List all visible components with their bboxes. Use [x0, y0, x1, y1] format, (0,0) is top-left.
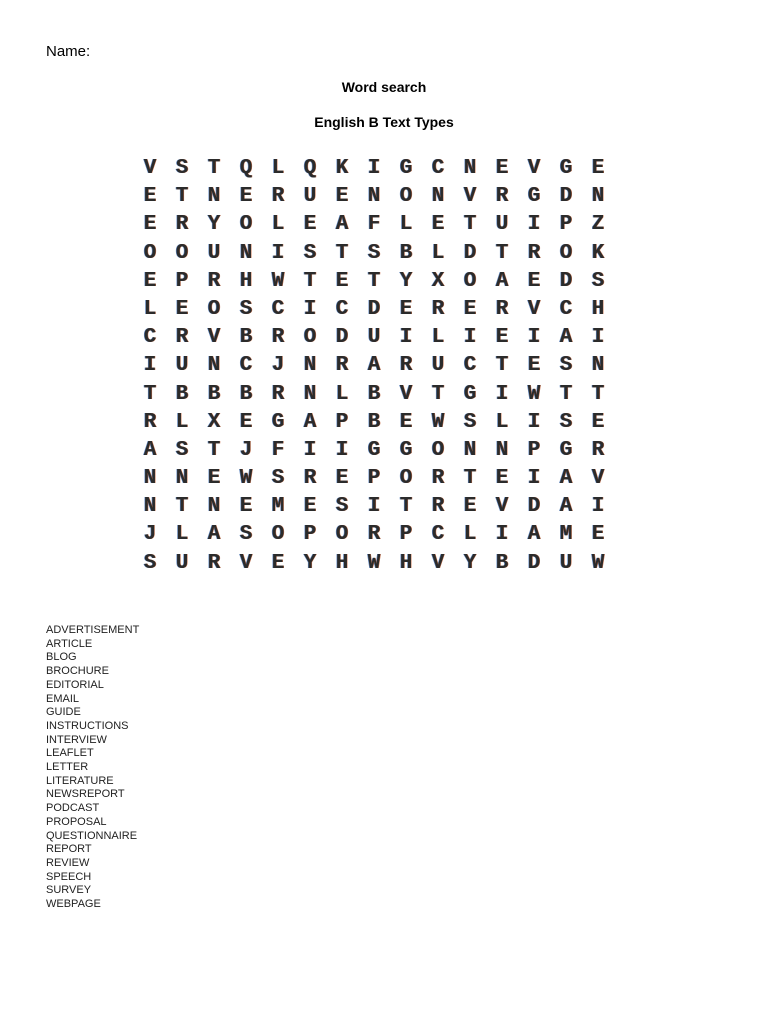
- grid-cell: O: [303, 326, 317, 350]
- grid-cell: L: [175, 410, 189, 434]
- grid-cell: N: [463, 157, 477, 180]
- grid-cell: U: [431, 354, 445, 378]
- grid-cell: U: [367, 326, 381, 350]
- grid-cell: E: [495, 326, 509, 350]
- grid-cell: V: [239, 551, 253, 575]
- grid-cell: R: [335, 354, 349, 378]
- grid-cell: N: [207, 495, 221, 519]
- grid-cell: A: [559, 467, 573, 491]
- page-subtitle: English B Text Types: [314, 114, 454, 130]
- grid-cell: I: [335, 438, 349, 462]
- grid-cell: T: [207, 438, 221, 462]
- grid-cell: N: [207, 354, 221, 378]
- grid-cell: W: [271, 269, 285, 293]
- grid-cell: E: [335, 185, 349, 209]
- grid-cell: N: [303, 354, 317, 378]
- grid-cell: E: [527, 269, 541, 293]
- grid-cell: A: [527, 523, 541, 547]
- grid-cell: E: [495, 157, 509, 180]
- word-list-item: INSTRUCTIONS: [46, 719, 129, 732]
- grid-cell: T: [559, 382, 573, 406]
- grid-cell: C: [271, 297, 285, 321]
- word-list-item: PROPOSAL: [46, 815, 107, 828]
- grid-cell: L: [335, 382, 349, 406]
- grid-cell: E: [495, 467, 509, 491]
- grid-cell: A: [303, 410, 317, 434]
- grid-cell: P: [175, 269, 189, 293]
- grid-cell: O: [399, 467, 413, 491]
- grid-cell: O: [207, 297, 221, 321]
- grid-cell: R: [527, 241, 541, 265]
- grid-cell: V: [431, 551, 445, 575]
- grid-cell: S: [367, 241, 381, 265]
- grid-cell: R: [175, 213, 189, 237]
- grid-cell: B: [239, 326, 253, 350]
- grid-cell: H: [591, 297, 605, 321]
- grid-cell: F: [367, 213, 381, 237]
- grid-cell: V: [591, 467, 605, 491]
- grid-cell: G: [271, 410, 285, 434]
- grid-cell: W: [431, 410, 445, 434]
- grid-cell: E: [399, 410, 413, 434]
- grid-cell: I: [303, 438, 317, 462]
- grid-cell: W: [367, 551, 381, 575]
- grid-cell: Y: [207, 213, 221, 237]
- grid-cell: L: [399, 213, 413, 237]
- grid-cell: C: [431, 523, 445, 547]
- grid-cell: M: [271, 495, 285, 519]
- word-list: [46, 624, 139, 912]
- grid-cell: N: [143, 467, 157, 491]
- grid-cell: O: [271, 523, 285, 547]
- grid-cell: I: [591, 326, 605, 350]
- grid-cell: V: [207, 326, 221, 350]
- grid-cell: G: [559, 157, 573, 180]
- grid-cell: B: [367, 382, 381, 406]
- grid-cell: T: [495, 354, 509, 378]
- grid-cell: T: [399, 495, 413, 519]
- word-list-item: QUESTIONNAIRE: [46, 829, 138, 842]
- grid-cell: S: [271, 467, 285, 491]
- grid-cell: D: [559, 269, 573, 293]
- grid-cell: N: [431, 185, 445, 209]
- grid-cell: G: [527, 185, 541, 209]
- grid-cell: C: [431, 157, 445, 180]
- word-list-item: LITERATURE: [46, 774, 114, 787]
- grid-cell: D: [367, 297, 381, 321]
- grid-cell: G: [559, 438, 573, 462]
- grid-cell: N: [143, 495, 157, 519]
- grid-cell: U: [303, 185, 317, 209]
- word-list-item: BLOG: [46, 651, 77, 664]
- grid-cell: O: [559, 241, 573, 265]
- grid-cell: W: [527, 382, 541, 406]
- grid-cell: S: [559, 354, 573, 378]
- word-list-item: WEBPAGE: [46, 898, 101, 911]
- grid-cell: I: [303, 297, 317, 321]
- grid-cell: A: [559, 326, 573, 350]
- grid-cell: E: [463, 495, 477, 519]
- grid-cell: O: [175, 241, 189, 265]
- grid-cell: E: [271, 551, 285, 575]
- grid-cell: Z: [591, 213, 605, 237]
- grid-cell: L: [271, 213, 285, 237]
- grid-cell: D: [335, 326, 349, 350]
- grid-cell: E: [175, 297, 189, 321]
- grid-cell: P: [527, 438, 541, 462]
- grid-cell: L: [271, 157, 285, 180]
- grid-cell: V: [463, 185, 477, 209]
- grid-cell: C: [143, 326, 157, 350]
- grid-cell: E: [207, 467, 221, 491]
- grid-cell: W: [591, 551, 605, 575]
- word-list-item: LETTER: [46, 761, 89, 774]
- grid-cell: S: [239, 297, 253, 321]
- grid-cell: E: [143, 213, 157, 237]
- word-list-item: SPEECH: [46, 870, 92, 883]
- name-label: Name:: [46, 43, 91, 60]
- grid-cell: N: [207, 185, 221, 209]
- grid-cell: B: [207, 382, 221, 406]
- grid-cell: L: [143, 297, 157, 321]
- grid-cell: I: [495, 523, 509, 547]
- word-list-item: ADVERTISEMENT: [46, 624, 140, 636]
- grid-cell: N: [175, 467, 189, 491]
- grid-cell: O: [239, 213, 253, 237]
- grid-cell: E: [335, 467, 349, 491]
- grid-cell: T: [207, 157, 221, 180]
- word-list-item: REPORT: [46, 843, 92, 856]
- word-list-item: EDITORIAL: [46, 678, 104, 691]
- grid-cell: L: [495, 410, 509, 434]
- grid-cell: E: [399, 297, 413, 321]
- grid-cell: D: [463, 241, 477, 265]
- grid-cell: E: [303, 213, 317, 237]
- grid-cell: R: [431, 467, 445, 491]
- grid-cell: R: [271, 326, 285, 350]
- grid-cell: N: [591, 354, 605, 378]
- page-title: Word search: [341, 79, 427, 95]
- grid-cell: F: [271, 438, 285, 462]
- grid-cell: G: [399, 157, 413, 180]
- grid-cell: E: [463, 297, 477, 321]
- grid-cell: N: [463, 438, 477, 462]
- grid-cell: X: [207, 410, 221, 434]
- grid-cell: L: [463, 523, 477, 547]
- grid-cell: I: [399, 326, 413, 350]
- grid-cell: U: [175, 354, 189, 378]
- grid-cell: A: [143, 438, 157, 462]
- grid-cell: T: [367, 269, 381, 293]
- grid-cell: E: [591, 157, 605, 180]
- grid-cell: E: [143, 269, 157, 293]
- grid-cell: R: [175, 326, 189, 350]
- grid-cell: P: [367, 467, 381, 491]
- word-list-item: NEWSREPORT: [46, 788, 125, 801]
- grid-cell: L: [431, 326, 445, 350]
- grid-cell: E: [431, 213, 445, 237]
- grid-cell: S: [335, 495, 349, 519]
- word-list-item: ARTICLE: [46, 637, 93, 650]
- grid-cell: I: [495, 382, 509, 406]
- grid-cell: E: [143, 185, 157, 209]
- grid-cell: O: [431, 438, 445, 462]
- grid-cell: R: [495, 185, 509, 209]
- grid-cell: E: [239, 410, 253, 434]
- grid-cell: V: [527, 157, 541, 180]
- grid-cell: R: [271, 382, 285, 406]
- grid-cell: Y: [399, 269, 413, 293]
- grid-cell: R: [495, 297, 509, 321]
- grid-cell: V: [143, 157, 157, 180]
- grid-cell: V: [495, 495, 509, 519]
- grid-cell: V: [527, 297, 541, 321]
- grid-cell: C: [463, 354, 477, 378]
- grid-cell: I: [463, 326, 477, 350]
- grid-cell: L: [431, 241, 445, 265]
- grid-cell: R: [591, 438, 605, 462]
- grid-cell: R: [207, 551, 221, 575]
- grid-cell: K: [335, 157, 349, 180]
- grid-cell: I: [367, 157, 381, 180]
- grid-cell: B: [239, 382, 253, 406]
- grid-cell: A: [335, 213, 349, 237]
- grid-cell: I: [271, 241, 285, 265]
- grid-cell: C: [335, 297, 349, 321]
- grid-cell: Q: [303, 157, 317, 180]
- grid-cell: D: [527, 495, 541, 519]
- word-list-item: SURVEY: [46, 884, 92, 897]
- word-list-item: INTERVIEW: [46, 733, 107, 746]
- word-search-grid: [134, 155, 614, 578]
- grid-cell: R: [143, 410, 157, 434]
- grid-cell: U: [559, 551, 573, 575]
- grid-cell: I: [591, 495, 605, 519]
- grid-cell: H: [239, 269, 253, 293]
- word-list-item: PODCAST: [46, 802, 100, 815]
- grid-cell: T: [495, 241, 509, 265]
- grid-cell: S: [175, 157, 189, 180]
- grid-cell: I: [367, 495, 381, 519]
- grid-cell: N: [239, 241, 253, 265]
- grid-cell: B: [495, 551, 509, 575]
- grid-cell: J: [271, 354, 285, 378]
- word-list-item: GUIDE: [46, 706, 81, 719]
- word-list-item: REVIEW: [46, 856, 90, 869]
- grid-cell: M: [559, 523, 573, 547]
- grid-cell: S: [559, 410, 573, 434]
- grid-cell: K: [591, 241, 605, 265]
- grid-cell: T: [463, 467, 477, 491]
- grid-cell: G: [463, 382, 477, 406]
- grid-cell: I: [527, 410, 541, 434]
- grid-cell: H: [399, 551, 413, 575]
- grid-cell: V: [399, 382, 413, 406]
- grid-cell: Q: [239, 157, 253, 180]
- grid-cell: P: [335, 410, 349, 434]
- grid-cell: U: [175, 551, 189, 575]
- word-list-item: EMAIL: [46, 692, 80, 705]
- grid-cell: O: [335, 523, 349, 547]
- grid-cell: N: [591, 185, 605, 209]
- word-list-item: BROCHURE: [46, 665, 109, 678]
- grid-cell: R: [431, 297, 445, 321]
- grid-cell: S: [591, 269, 605, 293]
- grid-cell: T: [431, 382, 445, 406]
- grid-cell: C: [239, 354, 253, 378]
- word-list-item: LEAFLET: [46, 747, 94, 760]
- grid-cell: T: [591, 382, 605, 406]
- grid-cell: E: [591, 410, 605, 434]
- grid-cell: T: [143, 382, 157, 406]
- grid-cell: E: [303, 495, 317, 519]
- grid-cell: U: [207, 241, 221, 265]
- grid-cell: N: [367, 185, 381, 209]
- grid-cell: Y: [463, 551, 477, 575]
- grid-cell: W: [239, 467, 253, 491]
- grid-cell: R: [303, 467, 317, 491]
- grid-cell: P: [399, 523, 413, 547]
- grid-cell: P: [303, 523, 317, 547]
- grid-cell: T: [175, 495, 189, 519]
- grid-cell: N: [303, 382, 317, 406]
- grid-cell: P: [559, 213, 573, 237]
- grid-cell: R: [431, 495, 445, 519]
- grid-cell: T: [335, 241, 349, 265]
- grid-cell: T: [175, 185, 189, 209]
- grid-cell: S: [239, 523, 253, 547]
- grid-cell: R: [399, 354, 413, 378]
- grid-cell: O: [143, 241, 157, 265]
- grid-cell: E: [239, 185, 253, 209]
- grid-cell: T: [463, 213, 477, 237]
- grid-cell: S: [175, 438, 189, 462]
- grid-cell: A: [367, 354, 381, 378]
- grid-cell: U: [495, 213, 509, 237]
- grid-cell: N: [495, 438, 509, 462]
- grid-cell: A: [495, 269, 509, 293]
- grid-cell: O: [399, 185, 413, 209]
- grid-cell: S: [143, 551, 157, 575]
- grid-cell: T: [303, 269, 317, 293]
- grid-cell: J: [143, 523, 157, 547]
- grid-cell: I: [527, 326, 541, 350]
- grid-cell: B: [399, 241, 413, 265]
- grid-cell: R: [207, 269, 221, 293]
- grid-cell: X: [431, 269, 445, 293]
- grid-cell: I: [527, 467, 541, 491]
- grid-cell: O: [463, 269, 477, 293]
- grid-cell: E: [239, 495, 253, 519]
- grid-cell: D: [559, 185, 573, 209]
- grid-cell: A: [207, 523, 221, 547]
- grid-cell: H: [335, 551, 349, 575]
- grid-cell: G: [367, 438, 381, 462]
- grid-cell: E: [527, 354, 541, 378]
- grid-cell: J: [239, 438, 253, 462]
- grid-cell: S: [463, 410, 477, 434]
- grid-cell: G: [399, 438, 413, 462]
- grid-cell: I: [143, 354, 157, 378]
- grid-cell: E: [335, 269, 349, 293]
- grid-cell: B: [175, 382, 189, 406]
- grid-cell: B: [367, 410, 381, 434]
- grid-cell: S: [303, 241, 317, 265]
- grid-cell: E: [591, 523, 605, 547]
- grid-cell: Y: [303, 551, 317, 575]
- grid-cell: I: [527, 213, 541, 237]
- grid-cell: A: [559, 495, 573, 519]
- grid-cell: R: [367, 523, 381, 547]
- grid-cell: L: [175, 523, 189, 547]
- grid-cell: C: [559, 297, 573, 321]
- grid-cell: R: [271, 185, 285, 209]
- grid-cell: D: [527, 551, 541, 575]
